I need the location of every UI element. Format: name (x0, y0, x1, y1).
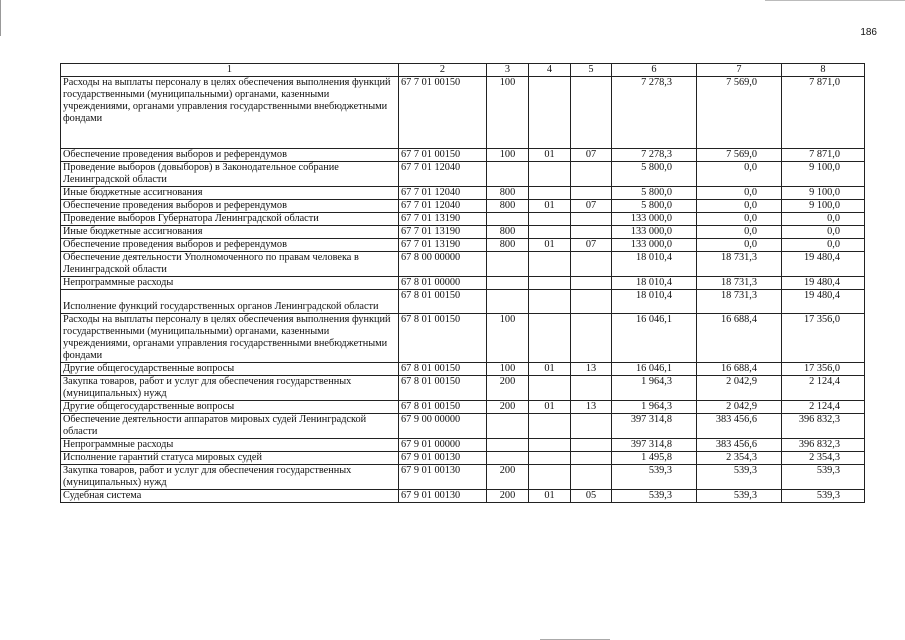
column-header: 1 (61, 64, 399, 77)
section-cell: 01 (529, 239, 571, 252)
amount-year3-cell: 2 124,4 (782, 401, 865, 414)
amount-year2-cell: 16 688,4 (697, 363, 782, 376)
amount-year3-cell: 19 480,4 (782, 290, 865, 314)
table-row (61, 465, 865, 490)
section-cell (529, 314, 571, 363)
amount-year2-cell: 7 569,0 (697, 77, 782, 149)
amount-year2-cell: 7 569,0 (697, 149, 782, 162)
expense-type-cell: 800 (487, 187, 529, 200)
table-row (61, 213, 865, 226)
target-article-cell: 67 9 01 00130 (399, 465, 487, 490)
row-name-cell: Другие общегосударственные вопросы (61, 401, 399, 414)
subsection-cell (571, 376, 612, 401)
table-row (61, 226, 865, 239)
column-header: 7 (697, 64, 782, 77)
row-name-cell: Другие общегосударственные вопросы (61, 363, 399, 376)
expense-type-cell (487, 290, 529, 314)
row-name-cell: Обеспечение проведения выборов и референдумов (61, 149, 399, 162)
amount-year1-cell: 16 046,1 (612, 314, 697, 363)
subsection-cell (571, 213, 612, 226)
row-name-cell: Расходы на выплаты персоналу в целях обеспечения выполнения функций государственными (муниципальными) органами, казенными учреждениями, органами управления государственными внебюджетными фондами (61, 314, 399, 363)
section-cell (529, 439, 571, 452)
row-name-cell: Проведение выборов Губернатора Ленинградской области (61, 213, 399, 226)
amount-year1-cell: 7 278,3 (612, 77, 697, 149)
amount-year1-cell: 397 314,8 (612, 414, 697, 439)
section-cell (529, 465, 571, 490)
amount-year1-cell: 133 000,0 (612, 226, 697, 239)
table-row (61, 490, 865, 503)
row-name-cell: Закупка товаров, работ и услуг для обеспечения государственных (муниципальных) нужд (61, 376, 399, 401)
subsection-cell: 07 (571, 200, 612, 213)
amount-year1-cell: 1 964,3 (612, 401, 697, 414)
scan-edge-top (765, 0, 905, 1)
table-row (61, 290, 865, 314)
expense-type-cell (487, 414, 529, 439)
table-row (61, 376, 865, 401)
amount-year2-cell: 0,0 (697, 187, 782, 200)
section-cell (529, 226, 571, 239)
table-row (61, 77, 865, 149)
table-row (61, 452, 865, 465)
row-name-cell: Непрограммные расходы (61, 439, 399, 452)
row-name-cell: Иные бюджетные ассигнования (61, 187, 399, 200)
amount-year1-cell: 1 964,3 (612, 376, 697, 401)
expense-type-cell: 100 (487, 77, 529, 149)
amount-year1-cell: 539,3 (612, 465, 697, 490)
expense-type-cell (487, 439, 529, 452)
subsection-cell (571, 187, 612, 200)
section-cell: 01 (529, 401, 571, 414)
amount-year2-cell: 18 731,3 (697, 290, 782, 314)
target-article-cell: 67 8 01 00150 (399, 401, 487, 414)
subsection-cell: 07 (571, 149, 612, 162)
table-row (61, 314, 865, 363)
amount-year1-cell: 5 800,0 (612, 162, 697, 187)
table-row (61, 401, 865, 414)
expense-type-cell: 200 (487, 465, 529, 490)
column-header: 8 (782, 64, 865, 77)
target-article-cell: 67 7 01 12040 (399, 187, 487, 200)
table-row (61, 200, 865, 213)
amount-year2-cell: 2 354,3 (697, 452, 782, 465)
amount-year2-cell: 16 688,4 (697, 314, 782, 363)
amount-year3-cell: 0,0 (782, 213, 865, 226)
expense-type-cell (487, 162, 529, 187)
amount-year3-cell: 396 832,3 (782, 414, 865, 439)
target-article-cell: 67 8 01 00000 (399, 277, 487, 290)
target-article-cell: 67 7 01 13190 (399, 226, 487, 239)
amount-year3-cell: 9 100,0 (782, 200, 865, 213)
expense-type-cell: 200 (487, 376, 529, 401)
amount-year3-cell: 9 100,0 (782, 162, 865, 187)
amount-year2-cell: 383 456,6 (697, 414, 782, 439)
subsection-cell (571, 252, 612, 277)
section-cell: 01 (529, 200, 571, 213)
subsection-cell: 13 (571, 363, 612, 376)
row-name-cell: Судебная система (61, 490, 399, 503)
amount-year2-cell: 18 731,3 (697, 277, 782, 290)
column-header: 6 (612, 64, 697, 77)
row-name-cell: Исполнение гарантий статуса мировых судей (61, 452, 399, 465)
subsection-cell: 13 (571, 401, 612, 414)
amount-year1-cell: 18 010,4 (612, 252, 697, 277)
section-cell: 01 (529, 149, 571, 162)
amount-year1-cell: 18 010,4 (612, 277, 697, 290)
subsection-cell (571, 77, 612, 149)
table-row (61, 277, 865, 290)
amount-year2-cell: 383 456,6 (697, 439, 782, 452)
column-header: 4 (529, 64, 571, 77)
expense-type-cell: 200 (487, 490, 529, 503)
amount-year2-cell: 539,3 (697, 465, 782, 490)
column-header: 3 (487, 64, 529, 77)
row-name-cell: Обеспечение деятельности аппаратов мировых судей Ленинградской области (61, 414, 399, 439)
amount-year3-cell: 539,3 (782, 490, 865, 503)
table-row (61, 252, 865, 277)
amount-year1-cell: 397 314,8 (612, 439, 697, 452)
section-cell (529, 376, 571, 401)
table-row (61, 239, 865, 252)
amount-year2-cell: 0,0 (697, 213, 782, 226)
scan-edge-left (0, 0, 1, 36)
amount-year3-cell: 19 480,4 (782, 277, 865, 290)
amount-year1-cell: 7 278,3 (612, 149, 697, 162)
target-article-cell: 67 8 00 00000 (399, 252, 487, 277)
amount-year2-cell: 539,3 (697, 490, 782, 503)
section-cell (529, 277, 571, 290)
subsection-cell: 05 (571, 490, 612, 503)
expense-type-cell: 200 (487, 401, 529, 414)
amount-year3-cell: 7 871,0 (782, 149, 865, 162)
subsection-cell (571, 465, 612, 490)
column-header: 2 (399, 64, 487, 77)
target-article-cell: 67 7 01 00150 (399, 149, 487, 162)
target-article-cell: 67 9 01 00000 (399, 439, 487, 452)
target-article-cell: 67 7 01 12040 (399, 162, 487, 187)
amount-year3-cell: 7 871,0 (782, 77, 865, 149)
expense-type-cell: 800 (487, 239, 529, 252)
expense-type-cell: 100 (487, 363, 529, 376)
column-header: 5 (571, 64, 612, 77)
subsection-cell (571, 414, 612, 439)
expense-type-cell (487, 277, 529, 290)
target-article-cell: 67 9 01 00130 (399, 452, 487, 465)
table-body (61, 77, 865, 503)
amount-year1-cell: 539,3 (612, 490, 697, 503)
subsection-cell (571, 452, 612, 465)
target-article-cell: 67 9 01 00130 (399, 490, 487, 503)
section-cell (529, 187, 571, 200)
row-name-cell: Проведение выборов (довыборов) в Законодательное собрание Ленинградской области (61, 162, 399, 187)
amount-year2-cell: 0,0 (697, 239, 782, 252)
subsection-cell (571, 277, 612, 290)
target-article-cell: 67 8 01 00150 (399, 376, 487, 401)
section-cell (529, 77, 571, 149)
subsection-cell (571, 226, 612, 239)
section-cell (529, 414, 571, 439)
target-article-cell: 67 8 01 00150 (399, 314, 487, 363)
row-name-cell: Обеспечение деятельности Уполномоченного по правам человека в Ленинградской области (61, 252, 399, 277)
expense-type-cell: 800 (487, 200, 529, 213)
section-cell: 01 (529, 363, 571, 376)
target-article-cell: 67 9 00 00000 (399, 414, 487, 439)
section-cell (529, 290, 571, 314)
amount-year2-cell: 18 731,3 (697, 252, 782, 277)
table-row (61, 149, 865, 162)
amount-year3-cell: 0,0 (782, 226, 865, 239)
target-article-cell: 67 7 01 13190 (399, 239, 487, 252)
row-name-cell: Иные бюджетные ассигнования (61, 226, 399, 239)
expense-type-cell (487, 452, 529, 465)
amount-year1-cell: 5 800,0 (612, 187, 697, 200)
row-name-cell: Расходы на выплаты персоналу в целях обеспечения выполнения функций государственными (муниципальными) органами, казенными учреждениями, органами управления государственными внебюджетными фондами (61, 77, 399, 149)
expense-type-cell: 100 (487, 149, 529, 162)
table-row (61, 439, 865, 452)
expense-type-cell (487, 252, 529, 277)
header-row (61, 64, 865, 77)
amount-year3-cell: 396 832,3 (782, 439, 865, 452)
table-row (61, 363, 865, 376)
row-name-cell: Исполнение функций государственных органов Ленинградской области (61, 290, 399, 314)
subsection-cell: 07 (571, 239, 612, 252)
subsection-cell (571, 290, 612, 314)
section-cell (529, 213, 571, 226)
expense-type-cell: 100 (487, 314, 529, 363)
target-article-cell: 67 8 01 00150 (399, 290, 487, 314)
target-article-cell: 67 7 01 00150 (399, 77, 487, 149)
amount-year1-cell: 18 010,4 (612, 290, 697, 314)
subsection-cell (571, 162, 612, 187)
row-name-cell: Обеспечение проведения выборов и референдумов (61, 239, 399, 252)
amount-year3-cell: 9 100,0 (782, 187, 865, 200)
expense-type-cell: 800 (487, 226, 529, 239)
amount-year3-cell: 2 124,4 (782, 376, 865, 401)
subsection-cell (571, 314, 612, 363)
row-name-cell: Обеспечение проведения выборов и референдумов (61, 200, 399, 213)
table-row (61, 162, 865, 187)
amount-year3-cell: 539,3 (782, 465, 865, 490)
amount-year1-cell: 5 800,0 (612, 200, 697, 213)
section-cell: 01 (529, 490, 571, 503)
target-article-cell: 67 7 01 13190 (399, 213, 487, 226)
amount-year1-cell: 133 000,0 (612, 213, 697, 226)
target-article-cell: 67 7 01 12040 (399, 200, 487, 213)
amount-year2-cell: 0,0 (697, 162, 782, 187)
amount-year3-cell: 17 356,0 (782, 314, 865, 363)
subsection-cell (571, 439, 612, 452)
row-name-cell: Непрограммные расходы (61, 277, 399, 290)
section-cell (529, 252, 571, 277)
table-row (61, 414, 865, 439)
expense-type-cell (487, 213, 529, 226)
amount-year3-cell: 19 480,4 (782, 252, 865, 277)
amount-year3-cell: 0,0 (782, 239, 865, 252)
amount-year3-cell: 17 356,0 (782, 363, 865, 376)
row-name-cell: Закупка товаров, работ и услуг для обеспечения государственных (муниципальных) нужд (61, 465, 399, 490)
amount-year2-cell: 2 042,9 (697, 401, 782, 414)
target-article-cell: 67 8 01 00150 (399, 363, 487, 376)
amount-year1-cell: 16 046,1 (612, 363, 697, 376)
amount-year2-cell: 0,0 (697, 226, 782, 239)
amount-year1-cell: 1 495,8 (612, 452, 697, 465)
table-row (61, 187, 865, 200)
section-cell (529, 452, 571, 465)
amount-year3-cell: 2 354,3 (782, 452, 865, 465)
budget-table (60, 63, 865, 503)
section-cell (529, 162, 571, 187)
amount-year2-cell: 2 042,9 (697, 376, 782, 401)
amount-year2-cell: 0,0 (697, 200, 782, 213)
page-number: 186 (860, 27, 877, 38)
amount-year1-cell: 133 000,0 (612, 239, 697, 252)
